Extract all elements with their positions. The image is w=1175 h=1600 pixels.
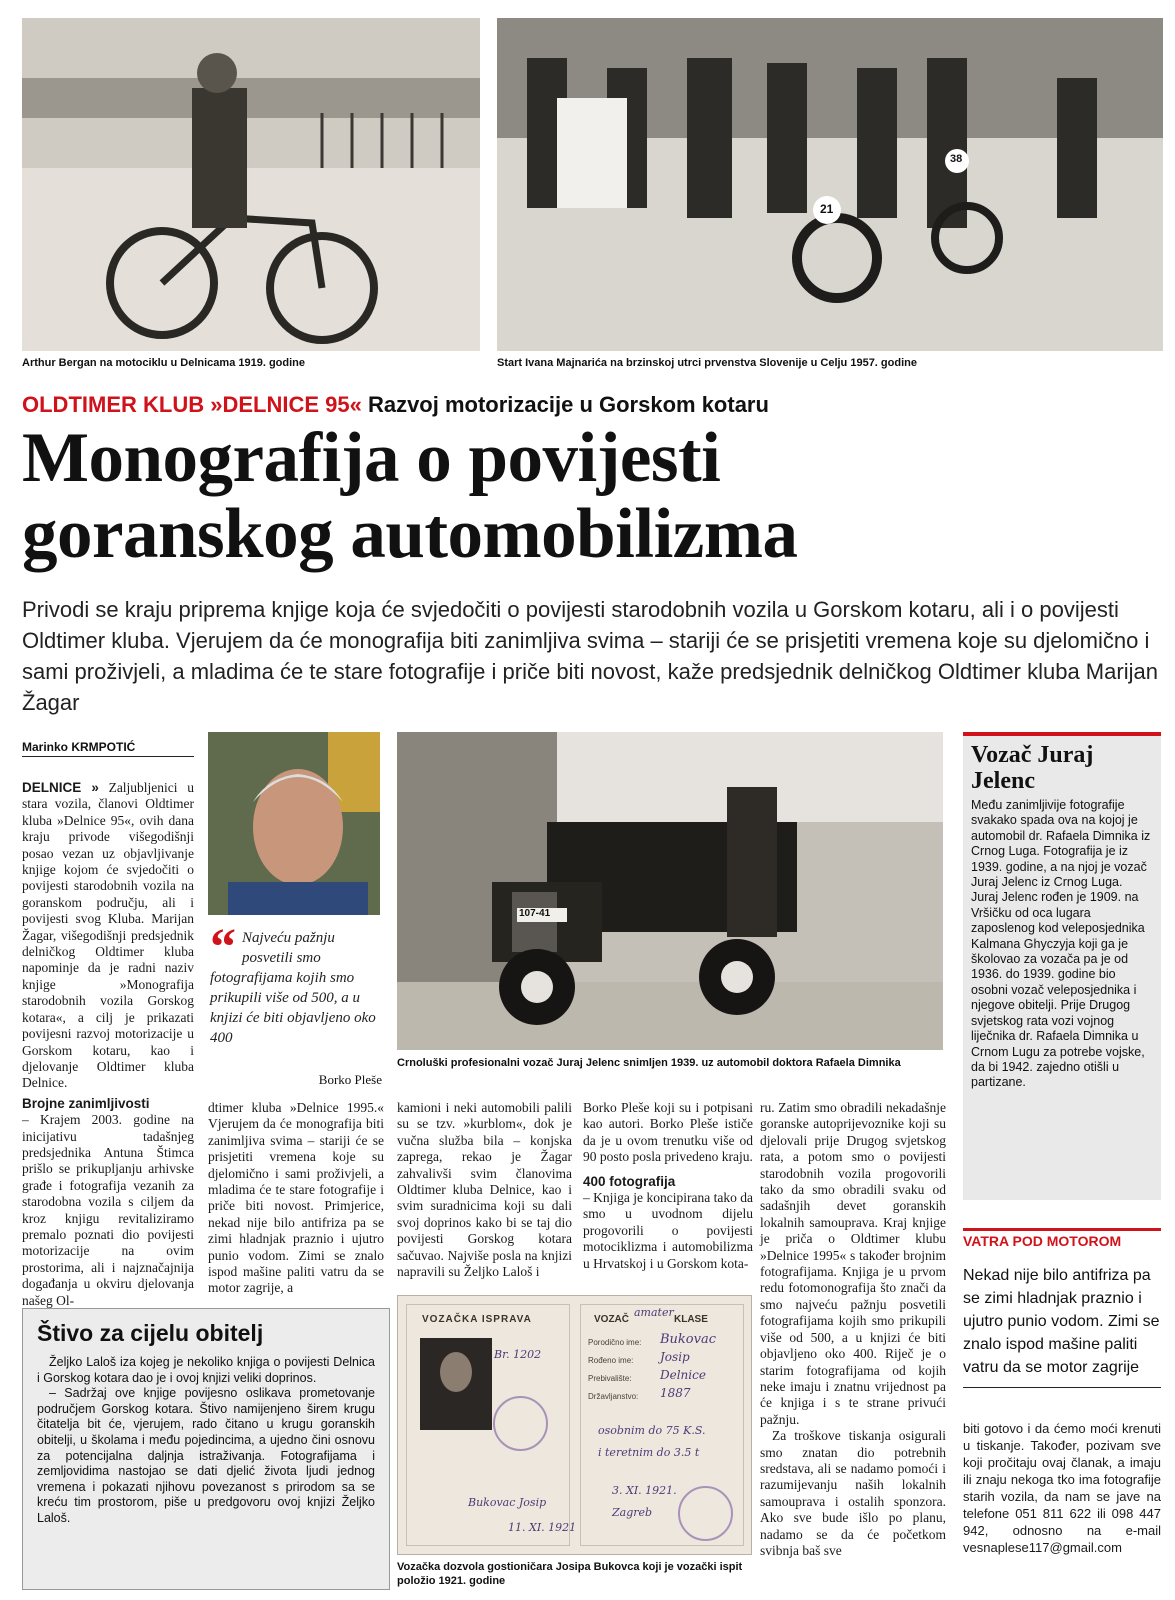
col6-text: biti gotovo i da ćemo moći krenuti u tiskanje. Također, pozivam sve koji pročitaju ovaj članak, a imaju ili znaju nekoga tko ima fotografije starih vozila, da nam se jave na telefone 051 811 622 ili 098 447 942, odnosno na e-mail vesnaplese117@gmail.com — [963, 1421, 1161, 1555]
photo-driving-license — [397, 1295, 752, 1555]
license-caption: Vozačka dozvola gostioničara Josipa Bukovca koji je vozački ispit položio 1921. godine — [397, 1561, 743, 1587]
article-column-3 — [397, 1100, 572, 1285]
license-signature: Bukovac Josip — [468, 1496, 547, 1509]
license-header-left: VOZAČKA ISPRAVA — [422, 1314, 532, 1325]
portrait-photo — [208, 732, 380, 915]
sidebar-driver — [963, 732, 1161, 1200]
article-column-2 — [208, 1100, 384, 1300]
license-hw-year: 1887 — [660, 1386, 691, 1400]
license-date-left: 11. XI. 1921 — [508, 1521, 577, 1534]
license-field-residence: Prebivalište: — [588, 1374, 632, 1383]
quote-mark-icon: “ — [210, 919, 236, 976]
col2-text: dtimer kluba »Delnice 1995.« Vjerujem da će monografija biti zanimljiva svima – stariji će se prisjetiti vremena koje su djelomično i sami proživjeli, a mladima će te stare fotografije i priče biti novost. Primjerice, nekad nije bilo antifriza pa se zimi hladnjak praznio i ujutro punio vodom. Zimi se znalo ispod mašine paliti vatru da se motor zagrije, a — [208, 1100, 384, 1296]
article-column-1 — [22, 780, 195, 1308]
col4-paragraph-1: Borko Pleše koji su i potpisani kao autori. Borko Pleše ističe da je u ovom trenutku više od 90 posto posla privedeno kraju. — [583, 1100, 753, 1165]
car-photo-caption: Crnoluški profesionalni vozač Juraj Jelenc snimljen 1939. uz automobil doktora Rafaela Dimnika — [397, 1057, 901, 1069]
license-hw-klase: KLASE — [674, 1314, 708, 1325]
quote-author: Borko Pleše — [318, 1072, 382, 1087]
byline: Marinko KRMPOTIĆ — [22, 740, 194, 757]
col1-paragraph-1: Zaljubljenici u stara vozila, članovi Oldtimer kluba »Delnice 95«, ovih dana kraju privode višegodišnji posao vezan uz objavljivanje knjige kojom će svjedočiti o povijesti starodobnih vozila na goranskom području, ali i povijesti svog Kluba. Marijan Žagar, višegodišnji predsjednik delničkog Oldtimer kluba napominje da je radni naziv knjige »Monografija starodobnih vozila Gorskog kotara«, a cilj je prikazati povijesni razvoj motorizacije u Gorskom kotaru, kao i djelovanje Oldtimer kluba Delnice. — [22, 780, 195, 1091]
license-header-right: VOZAČ — [594, 1314, 629, 1325]
license-stamp-icon-2 — [678, 1486, 733, 1541]
headline-line-1: Monografija o povijesti — [22, 419, 721, 497]
col1-paragraph-2: – Krajem 2003. godine na inicijativu tadašnjeg predsjednika Antuna Štimca prišlo se prikupljanju arhivske građe i fotografija vezanih za starodobna vozila s ciljem da kroz knjigu revitaliziramo premalo poznati dio povijesti motorizacije na ovim prostorima, ali i najznačajnija događanja u okviru djelovanja našeg Ol- — [22, 1112, 194, 1308]
license-portrait — [420, 1338, 492, 1430]
license-hw-residence: Delnice — [660, 1368, 706, 1382]
photo2-caption: Start Ivana Majnarića na brzinskoj utrci prvenstva Slovenije u Celju 1957. godine — [497, 357, 917, 369]
dateline: DELNICE » — [22, 780, 99, 795]
photo-race-start-1957 — [497, 18, 1163, 351]
license-hw-class-2: i teretnim do 3.5 t — [598, 1446, 700, 1459]
col5-paragraph-1: ru. Zatim smo obradili nekadašnje goranske autoprijevoznike koji su djelovali prije Drugog svjetskog rata, a potom smo o povijesti starodobnih vozila progovorili tako da smo obradili svaku od sadašnjih devet goranskih lokalnih samouprava. Kraj knjige je priča o Oldtimer klubu »Delnice 1995« s također brojnim fotografijama. Knjiga je u prvom redu fotomonografija što znači da smo najveću pažnju posvetili fotografijama kojih smo prikupili više od 500, a u knjizi će biti objavljeno oko 400. Riječ je o starim fotografijama od kojih neke imaju i znatnu vrijednost pa će knjiga i s te strane privući pažnju. — [760, 1100, 946, 1427]
article-column-6 — [963, 1420, 1161, 1590]
license-hw-place: Zagreb — [612, 1506, 653, 1519]
vatra-text: Nekad nije bilo antifriza pa se zimi hladnjak praznio i ujutro punio vodom. Zimi se znalo ispod mašine paliti vatru da se motor zagrije — [963, 1264, 1161, 1388]
subhead-brojne-zanimljivosti: Brojne zanimljivosti — [22, 1095, 150, 1111]
article-column-5 — [760, 1100, 946, 1592]
race-number-21: 21 — [820, 202, 834, 216]
sidebar-title: Vozač Juraj Jelenc — [971, 742, 1094, 794]
box-paragraph-2: – Sadržaj ove knjige povijesno oslikava prometovanje područjem Gorskog kotara. Štivo namijenjeno širem krugu čitatelja bit će, vjerujem, rado čitano u krugu goranskih obitelji, u školama i među pojedincima, a ujedno čini osnovu za potencijalna daljnja istraživanja. Fotografijama i zemljovidima nastojao se dati djelić života ljudi jednog vremena i pokazati njihovu povezanost s prirodom sa se kreću tim prostorom, piše u predgovoru ovoj knjizi Željko Laloš. — [37, 1386, 375, 1525]
box-paragraph-1: Željko Laloš iza kojeg je nekoliko knjiga o povijesti Delnica i Gorskog kotara dao je i ovoj knjizi veliki doprinos. — [37, 1355, 375, 1385]
license-hw-amater: amater — [634, 1306, 674, 1319]
pull-quote — [210, 919, 385, 1048]
col5-paragraph-2: Za troškove tiskanja osigurali smo znatan dio potrebnih sredstava, ali se nadamo pomoći i razumijevanju naših lokalnih samouprava i ostalih sponzora. Ako sve bude išlo po planu, nadamo se da će početkom svibnja baš sve — [760, 1428, 946, 1558]
kicker-topic: Razvoj motorizacije u Gorskom kotaru — [361, 392, 769, 417]
car-license-plate: 107-41 — [519, 908, 551, 919]
photo-motorcycle-1919 — [22, 18, 480, 351]
license-field-surname: Porodično ime: — [588, 1338, 642, 1347]
photo-car-1939 — [397, 732, 943, 1050]
lead-paragraph: Privodi se kraju priprema knjige koja će svjedočiti o povijesti starodobnih vozila u Gorskom kotaru, ali i o povijesti Oldtimer kluba. Vjerujem da će monografija biti zanimljiva svima – stariji će se prisjetiti vremena koje su djelomično i sami proživjeli, a mladima će te stare fotografije i priče biti novost, kaže predsjednik delničkog Oldtimer kluba Marijan Žagar — [22, 597, 1158, 715]
headline-line-2: goranskog automobilizma — [22, 495, 798, 573]
license-stamp-icon — [493, 1396, 548, 1451]
kicker-club: OLDTIMER KLUB »DELNICE 95« — [22, 392, 362, 417]
race-number-38: 38 — [950, 153, 963, 165]
license-number: Br. 1202 — [494, 1348, 542, 1361]
vatra-kicker: VATRA POD MOTOROM — [963, 1228, 1161, 1249]
license-hw-date: 3. XI. 1921. — [612, 1484, 677, 1497]
subhead-400-fotografija: 400 fotografija — [583, 1173, 676, 1189]
headline — [22, 420, 1162, 572]
article-column-4 — [583, 1100, 753, 1285]
box-title: Štivo za cijelu obitelj — [37, 1320, 264, 1346]
box-stivo — [22, 1308, 390, 1590]
license-hw-class-1: osobnim do 75 K.S. — [598, 1424, 706, 1437]
sidebar-text: Među zanimljivije fotografije svakako spada ova na kojoj je automobil dr. Rafaela Dimnika iz Crnog Luga. Fotografija je iz 1939. godine, a na njoj je vozač Juraj Jelenc iz Crnog Luga. Juraj Jelenc rođen je 1909. na Vršičku od oca lugara zaposlenog kod veleposjednika Kalmana Ghyczyja koji ga je školovao za vozača pa je od 1936. do 1939. godine bio osobni vozač veleposjednika i njegove obitelji. Prije Drugog svjetskog rata vozi vojnog liječnika dr. Rafaela Dimnika u Crnom Lugu za potrebe vojske, da bi 1942. zajedno otišli u partizane. — [971, 798, 1151, 1090]
license-hw-name: Josip — [660, 1350, 690, 1364]
photo1-caption: Arthur Bergan na motociklu u Delnicama 1919. godine — [22, 357, 306, 369]
col3-text: kamioni i neki automobili palili su se tzv. »kurblom«, dok je vučna služba bila – konjska zaprega, rekao je Žagar zahvalivši svim članovima Oldtimer kluba Delnice, kao i svim suradnicima koji su dali svoj doprinos kako bi se taj dio povijesti Gorskog kotara sačuvao. Najviše posla na knjizi napravili su Željko Laloš i — [397, 1100, 572, 1280]
quote-text: Najveću pažnju posvetili smo fotografijama kojih smo prikupili više od 500, a u knjizi će biti objavljeno oko 400 — [210, 930, 376, 1046]
license-field-citizenship: Državljanstvo: — [588, 1392, 639, 1401]
license-hw-surname: Bukovac — [660, 1332, 717, 1347]
license-field-name: Rođeno ime: — [588, 1356, 634, 1365]
col4-paragraph-2: – Knjiga je koncipirana tako da smo u uvodnom dijelu progovorili o povijesti motociklizma i automobilizma u Hrvatskoj i u Gorskom kota- — [583, 1190, 753, 1271]
kicker — [22, 392, 1162, 418]
